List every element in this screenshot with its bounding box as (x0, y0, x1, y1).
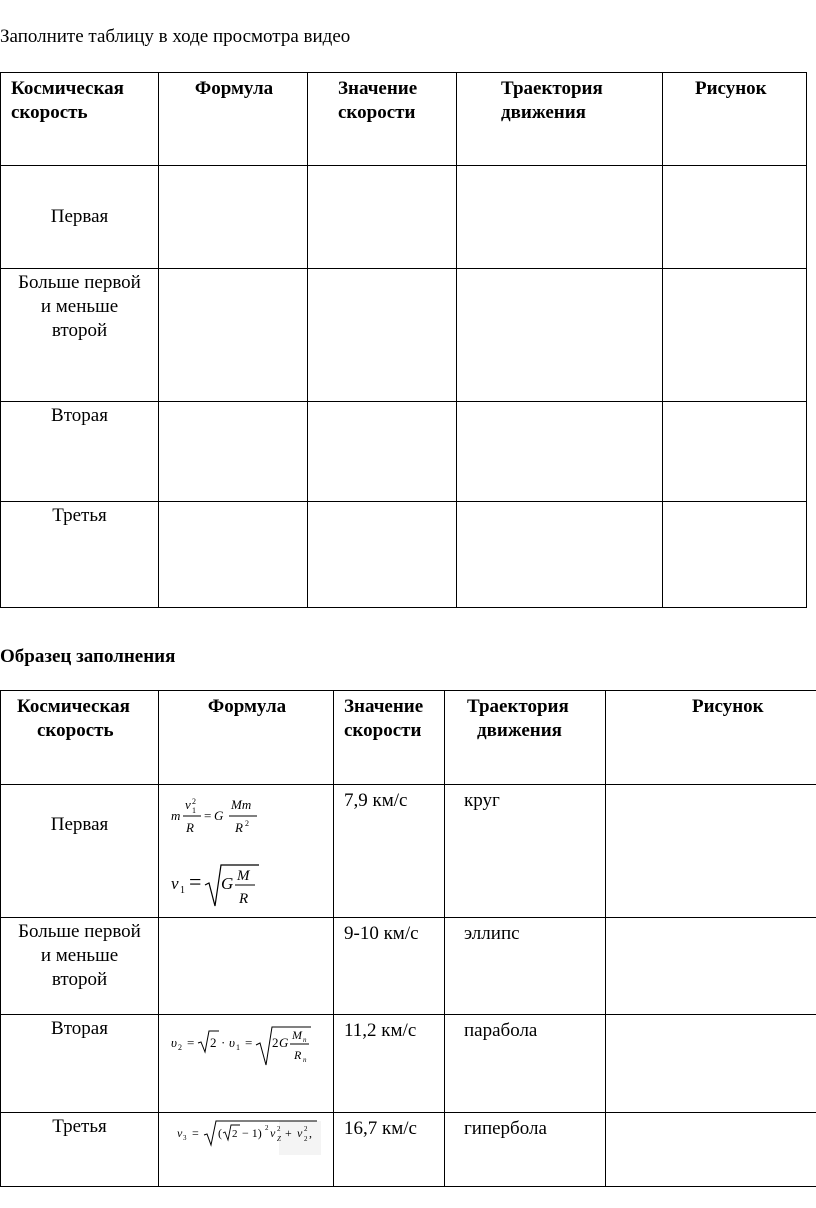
trajectory-second (445, 1015, 606, 1113)
row-label-line1: Больше первой (18, 272, 141, 293)
row-label-first (1, 166, 159, 269)
svg-text:R: R (239, 891, 249, 907)
blank-cell (663, 502, 807, 608)
value-first (334, 785, 445, 918)
svg-text:m: m (171, 808, 181, 823)
header-trajectory-line1: Траектория (501, 78, 603, 99)
svg-text:2: 2 (232, 1128, 238, 1140)
blank-table (0, 72, 807, 608)
value-text: 7,9 км/с (344, 790, 408, 811)
svg-text:·: · (221, 1035, 226, 1050)
svg-text:G: G (279, 1035, 289, 1050)
svg-text:2: 2 (178, 1043, 182, 1052)
svg-text:=: = (204, 808, 212, 823)
row-label-between (1, 918, 159, 1015)
blank-cell (663, 402, 807, 502)
svg-text:M: M (292, 1028, 302, 1042)
svg-text:2: 2 (272, 1035, 279, 1050)
value-second (334, 1015, 445, 1113)
svg-text:υ: υ (171, 1035, 177, 1050)
header-picture-text: Рисунок (695, 78, 767, 99)
formula-third-cell (159, 1113, 334, 1187)
header-picture-text: Рисунок (692, 696, 764, 717)
blank-cell (457, 166, 663, 269)
trajectory-first (445, 785, 606, 918)
table-row (1, 166, 807, 269)
header-speed-line2: скорость (37, 720, 114, 741)
header-value (334, 691, 445, 785)
header-speed (1, 73, 159, 166)
table-row (1, 785, 816, 918)
row-label-line3: второй (51, 320, 108, 341)
blank-cell (663, 269, 807, 402)
row-label-second (1, 402, 159, 502)
header-trajectory (457, 73, 663, 166)
sample-table (0, 690, 816, 1187)
header-picture (663, 73, 807, 166)
header-trajectory-line2: движения (477, 720, 562, 741)
svg-text:п: п (303, 1036, 307, 1044)
row-label-first (1, 785, 159, 918)
blank-cell (159, 502, 308, 608)
header-trajectory-line1: Траектория (467, 696, 569, 717)
header-formula-text: Формула (194, 78, 274, 99)
svg-text:2: 2 (304, 1135, 308, 1143)
svg-text:=: = (192, 1126, 199, 1140)
header-picture (606, 691, 816, 785)
instruction-text: Заполните таблицу в ходе просмотра видео (0, 26, 351, 47)
trajectory-text: парабола (464, 1020, 538, 1041)
header-value (308, 73, 457, 166)
header-value-line1: Значение (338, 78, 418, 99)
svg-text:(: ( (218, 1126, 222, 1140)
row-label-between (1, 269, 159, 402)
svg-text:3: 3 (183, 1134, 187, 1142)
svg-text:Z: Z (277, 1135, 281, 1143)
svg-text:v: v (171, 874, 179, 893)
svg-text:2: 2 (277, 1125, 281, 1133)
trajectory-text: эллипс (464, 923, 520, 944)
svg-text:2: 2 (210, 1035, 217, 1050)
row-label-second (1, 1015, 159, 1113)
svg-text:G: G (221, 874, 234, 893)
svg-text:R: R (294, 1048, 302, 1062)
svg-text:v: v (185, 797, 191, 812)
svg-text:2: 2 (304, 1125, 308, 1133)
header-trajectory-line2: движения (501, 102, 586, 123)
svg-text:1: 1 (180, 885, 185, 896)
blank-cell (308, 402, 457, 502)
header-speed-line2: скорость (11, 102, 88, 123)
svg-text:v: v (270, 1126, 276, 1140)
row-label-text: Вторая (51, 1018, 108, 1039)
picture-cell (606, 1113, 816, 1187)
table-row (1, 502, 807, 608)
header-formula (159, 691, 334, 785)
formula-first-speed (159, 785, 329, 910)
table-header-row (1, 73, 807, 166)
value-text: 11,2 км/с (344, 1020, 417, 1041)
table-row (1, 269, 807, 402)
trajectory-between (445, 918, 606, 1015)
value-between (334, 918, 445, 1015)
blank-cell (457, 269, 663, 402)
header-formula-text: Формула (207, 696, 287, 717)
svg-text:1: 1 (236, 1043, 240, 1052)
trajectory-text: круг (464, 790, 500, 811)
svg-text:v: v (177, 1126, 183, 1140)
row-label-third (1, 502, 159, 608)
header-speed-line1: Космическая (17, 696, 130, 717)
table-row (1, 1015, 816, 1113)
value-text: 9-10 км/с (344, 923, 419, 944)
header-speed-line1: Космическая (11, 78, 124, 99)
trajectory-text: гипербола (464, 1118, 547, 1139)
svg-text:R: R (235, 820, 243, 835)
header-value-line2: скорости (338, 102, 416, 123)
svg-text:2: 2 (245, 819, 249, 828)
blank-cell (308, 269, 457, 402)
svg-text:G: G (214, 808, 224, 823)
svg-text:=: = (187, 1035, 195, 1050)
formula-first-cell (159, 785, 334, 918)
formula-second-speed (159, 1015, 329, 1075)
svg-text:2: 2 (192, 797, 196, 806)
row-label-line2: и меньше (40, 296, 119, 317)
blank-cell (663, 166, 807, 269)
svg-text:M: M (237, 868, 250, 884)
blank-cell (159, 166, 308, 269)
row-label-text: Первая (50, 814, 109, 835)
svg-text:R: R (186, 820, 194, 835)
formula-between-cell (159, 918, 334, 1015)
value-third (334, 1113, 445, 1187)
value-text: 16,7 км/с (344, 1118, 417, 1139)
svg-text:+: + (285, 1126, 292, 1140)
row-label-line1: Больше первой (18, 921, 141, 942)
formula-third-speed (159, 1113, 329, 1158)
blank-cell (308, 502, 457, 608)
picture-cell (606, 918, 816, 1015)
svg-text:υ: υ (229, 1035, 235, 1050)
blank-cell (457, 502, 663, 608)
picture-cell (606, 785, 816, 918)
table-row (1, 1113, 816, 1187)
picture-cell (606, 1015, 816, 1113)
sample-heading: Образец заполнения (0, 646, 176, 667)
table-row (1, 402, 807, 502)
row-label-text: Вторая (51, 405, 108, 426)
table-row (1, 918, 816, 1015)
row-label-line3: второй (51, 969, 108, 990)
table-header-row (1, 691, 816, 785)
header-speed (1, 691, 159, 785)
svg-text:v: v (297, 1126, 303, 1140)
svg-text:=: = (189, 869, 202, 894)
row-label-third (1, 1113, 159, 1187)
header-value-line2: скорости (344, 720, 422, 741)
blank-cell (159, 269, 308, 402)
svg-text:п: п (303, 1056, 307, 1064)
blank-cell (308, 166, 457, 269)
svg-text:,: , (309, 1126, 312, 1140)
blank-cell (159, 402, 308, 502)
svg-text:− 1): − 1) (242, 1126, 262, 1140)
header-trajectory (445, 691, 606, 785)
svg-text:2: 2 (265, 1124, 269, 1132)
blank-cell (457, 402, 663, 502)
row-label-text: Первая (50, 206, 109, 227)
svg-text:Mm: Mm (231, 797, 252, 812)
row-label-text: Третья (52, 505, 107, 526)
svg-text:=: = (245, 1035, 253, 1050)
header-formula (159, 73, 308, 166)
row-label-line2: и меньше (40, 945, 119, 966)
svg-text:1: 1 (192, 806, 196, 815)
row-label-text: Третья (52, 1116, 107, 1137)
header-value-line1: Значение (344, 696, 424, 717)
formula-second-cell (159, 1015, 334, 1113)
trajectory-third (445, 1113, 606, 1187)
